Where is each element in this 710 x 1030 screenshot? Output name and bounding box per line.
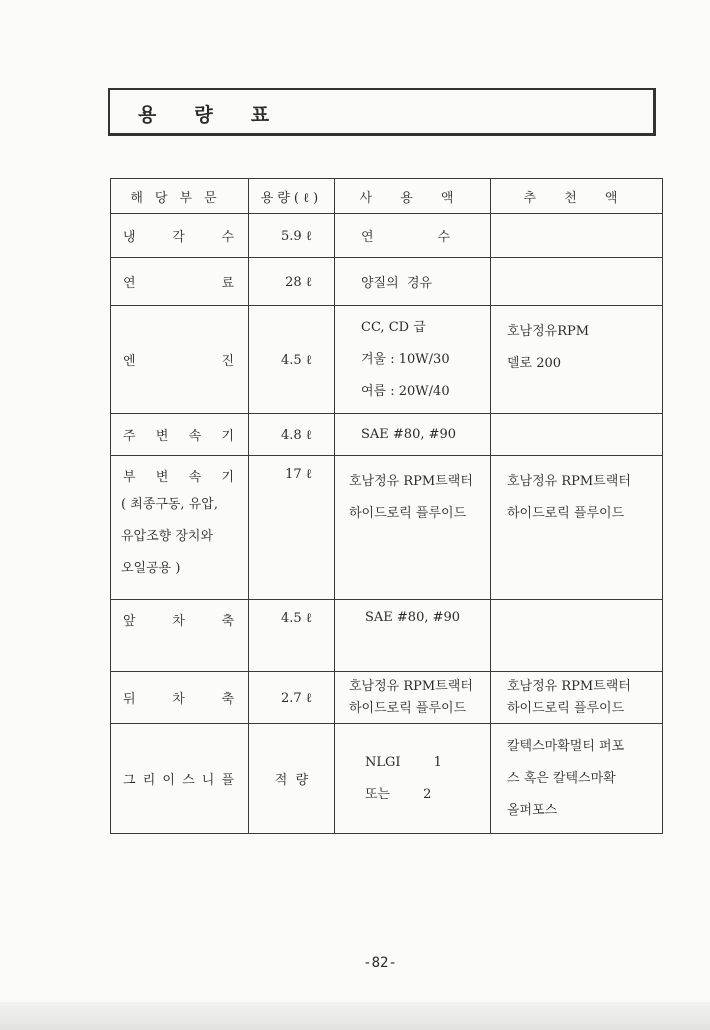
- part-char: 속: [188, 429, 202, 444]
- part-char: 진: [221, 354, 234, 369]
- recommended-cell: [491, 414, 663, 456]
- fluid-cell: SAE #80, #90: [335, 414, 491, 456]
- fluid-cell: [335, 724, 491, 834]
- part-char: 엔: [123, 354, 136, 369]
- recommended-cell: [491, 724, 663, 834]
- capacity-cell: 4.8 ℓ: [249, 414, 335, 456]
- recommended-cell: [491, 672, 663, 724]
- header-fluid: 사 용 액: [335, 179, 491, 214]
- fluid-line: 여름 : 20W/40: [361, 383, 450, 399]
- capacity-cell: 4.5 ℓ: [249, 306, 335, 414]
- part-char: 각: [172, 230, 185, 245]
- fluid-line: 또는 2: [365, 786, 432, 802]
- part-char: 기: [221, 429, 234, 444]
- recommended-line: 호남정유 RPM트랙터: [507, 678, 631, 694]
- header-capacity: 용량(ℓ): [249, 179, 335, 214]
- table-row: [111, 258, 663, 306]
- part-char: 수: [221, 230, 234, 245]
- part-char: 주: [123, 429, 136, 444]
- recommended-line: 하이드로릭 플루이드: [507, 700, 625, 716]
- part-char: 축: [221, 614, 234, 629]
- part-char: 앞: [123, 614, 136, 629]
- recommended-line: 호남정유 RPM트랙터: [507, 474, 631, 489]
- part-char: 리: [142, 773, 156, 788]
- capacity-cell: 17 ℓ: [249, 456, 335, 600]
- table-row: [111, 456, 663, 600]
- recommended-line: 하이드로릭 플루이드: [507, 506, 625, 521]
- part-note-line: 유압조향 장치와: [121, 529, 214, 544]
- fluid-cell: SAE #80, #90: [335, 600, 491, 672]
- table-row: [111, 414, 663, 456]
- part-cell: [111, 456, 249, 600]
- title-char: 용: [138, 104, 195, 126]
- fluid-cell: [335, 672, 491, 724]
- fluid-cell: 양질의 경유: [335, 258, 491, 306]
- recommended-line: 델로 200: [507, 356, 562, 371]
- part-cell: [111, 258, 249, 306]
- title-char: 표: [250, 104, 308, 126]
- recommended-line: 칼텍스마확멀티 퍼포: [507, 738, 625, 754]
- table-row: [111, 672, 663, 724]
- part-char: 니: [201, 773, 215, 788]
- fluid-line: 겨울 : 10W/30: [361, 351, 450, 367]
- recommended-cell: [491, 258, 663, 306]
- recommended-line: 스 혹은 칼텍스마확: [507, 770, 616, 786]
- part-char: 연: [123, 276, 136, 291]
- capacity-cell: 5.9 ℓ: [249, 214, 335, 258]
- table-row: [111, 724, 663, 834]
- recommended-cell: [491, 214, 663, 258]
- table-header-row: [111, 179, 663, 214]
- table-row: [111, 306, 663, 414]
- part-cell: [111, 672, 249, 724]
- part-char: 뒤: [123, 692, 136, 707]
- fluid-line: 호남정유 RPM트랙터: [349, 474, 473, 489]
- fluid-line: 하이드로릭 플루이드: [349, 506, 467, 521]
- part-char: 이: [162, 773, 175, 788]
- part-note-line: ( 최종구동, 유압,: [121, 497, 218, 512]
- part-char: 변: [155, 470, 169, 485]
- recommended-line: 올퍼포스: [507, 802, 558, 818]
- table-row: [111, 214, 663, 258]
- page-number: -82-: [363, 955, 397, 971]
- capacity-cell: 28 ℓ: [249, 258, 335, 306]
- recommended-cell: [491, 456, 663, 600]
- part-char: 차: [172, 614, 185, 629]
- part-char: 속: [188, 470, 202, 485]
- fluid-line: 하이드로릭 플루이드: [349, 700, 467, 716]
- part-char: 차: [172, 692, 185, 707]
- part-char: 스: [182, 773, 195, 788]
- fluid-cell: [335, 306, 491, 414]
- page-title: [138, 100, 307, 127]
- title-box: [108, 88, 656, 136]
- part-cell: [111, 306, 249, 414]
- part-char: 부: [123, 470, 136, 485]
- fluid-char: 수: [437, 230, 450, 245]
- page-bottom-edge: [0, 1002, 710, 1030]
- part-char: 료: [221, 276, 234, 291]
- part-cell: [111, 724, 249, 834]
- part-char: 냉: [123, 230, 136, 245]
- recommended-cell: [491, 306, 663, 414]
- fluid-char: 연: [361, 230, 374, 245]
- part-char: 플: [221, 773, 234, 788]
- part-char: 그: [123, 773, 136, 788]
- title-char: 량: [194, 104, 251, 126]
- table-row: [111, 600, 663, 672]
- part-char: 축: [221, 692, 234, 707]
- part-note-line: 오일공용 ): [121, 561, 181, 576]
- fluid-line: NLGI 1: [365, 754, 442, 770]
- recommended-line: 호남정유RPM: [507, 324, 590, 339]
- header-recommended: 추 천 액: [491, 179, 663, 214]
- recommended-cell: [491, 600, 663, 672]
- fluid-line: 호남정유 RPM트랙터: [349, 678, 473, 694]
- part-char: 기: [221, 470, 234, 485]
- capacity-table: [110, 178, 663, 834]
- header-part: 해당부문: [111, 179, 249, 214]
- fluid-line: CC, CD 급: [361, 319, 426, 335]
- capacity-cell: 4.5 ℓ: [249, 600, 335, 672]
- capacity-cell: 적 량: [249, 724, 335, 834]
- capacity-cell: 2.7 ℓ: [249, 672, 335, 724]
- part-cell: [111, 414, 249, 456]
- fluid-cell: [335, 456, 491, 600]
- part-cell: [111, 600, 249, 672]
- fluid-cell: [335, 214, 491, 258]
- part-cell: [111, 214, 249, 258]
- part-char: 변: [155, 429, 169, 444]
